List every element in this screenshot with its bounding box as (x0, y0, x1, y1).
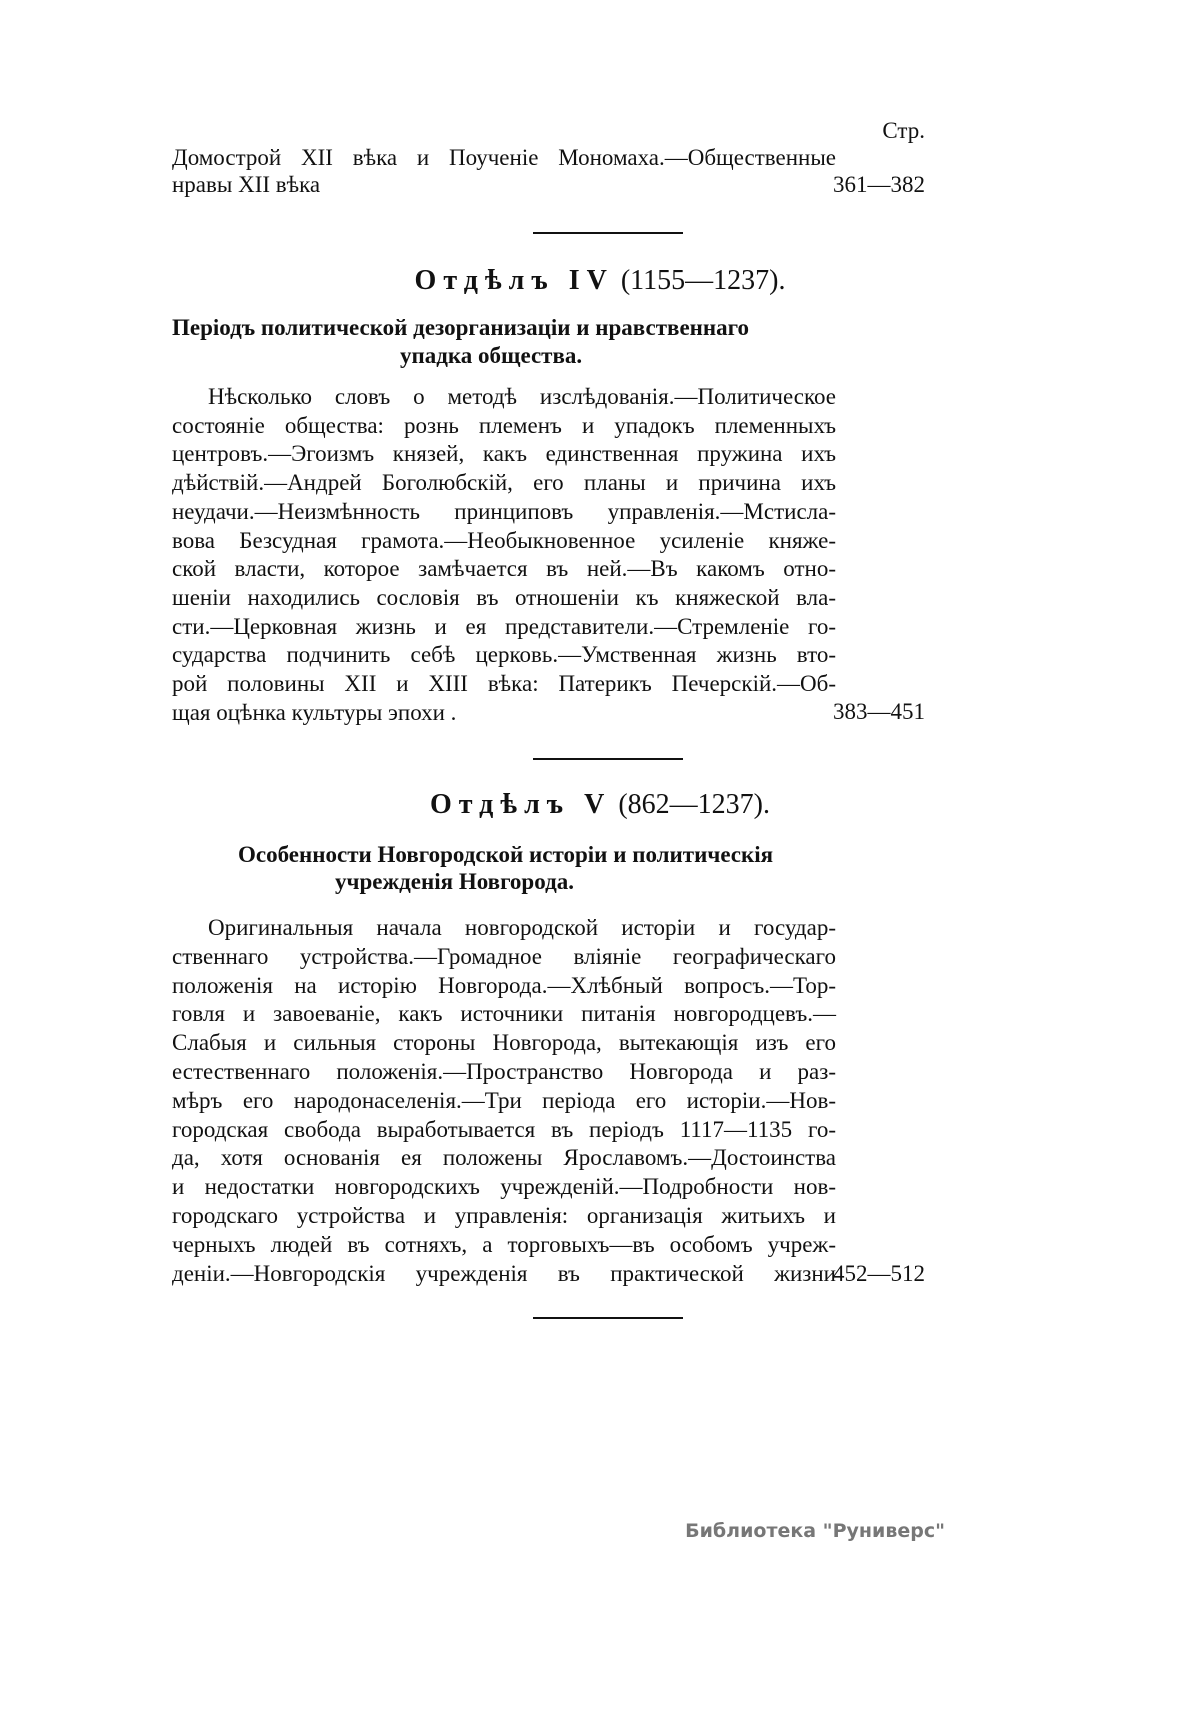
section-5-pages: 452—512 (833, 1261, 925, 1286)
section-5-subtitle-2: учрежденія Новгорода. (335, 869, 574, 894)
divider-rule (533, 1317, 683, 1319)
description-line: городская свобода выработывается въ періодъ 1117—1135 го- (172, 1116, 836, 1142)
description-line: ской власти, которое замѣчается въ ней.—Въ какомъ отно- (172, 556, 836, 582)
section-5-description (172, 915, 836, 1295)
description-line: городскаго устройства и управленія: организація житьихъ и (172, 1203, 836, 1228)
description-line: и недостатки новгородскихъ учрежденій.—Подробности нов- (172, 1174, 836, 1200)
description-line: мѣръ его народонаселенія.—Три періода его исторіи.—Нов- (172, 1087, 836, 1113)
library-watermark: Библиотека "Руниверс" (685, 1520, 945, 1542)
section-4-subtitle-1: Періодъ политической дезорганизаціи и нравственнаго (172, 315, 750, 340)
section-5-subtitle-1: Особенности Новгородской исторіи и политическія (238, 842, 774, 867)
section-5-label: Отдѣлъ V (429, 789, 612, 820)
toc-entry-domostroi (172, 145, 836, 205)
description-line: состояніе общества: рознь племенъ и упадокъ племенныхъ (172, 412, 836, 438)
description-line: ственнаго устройства.—Громадное вліяніе географическаго (172, 943, 836, 969)
description-line: говля и завоеваніе, какъ источники питанія новгородцевъ.— (172, 1001, 836, 1027)
description-line: сударства подчинить себѣ церковь.—Умственная жизнь вто- (172, 642, 836, 668)
description-line: Оригинальныя начала новгородской исторіи и государ- (208, 915, 836, 940)
description-line: Нѣсколько словъ о методѣ изслѣдованія.—Политическое (208, 384, 836, 409)
description-line: нравы XII вѣка (172, 172, 321, 197)
description-line: центровъ.—Эгоизмъ князей, какъ единственная пружина ихъ (172, 441, 836, 467)
description-line: сти.—Церковная жизнь и ея представители.—Стремленіе го- (172, 613, 836, 639)
divider-rule (533, 758, 683, 760)
description-line: неудачи.—Неизмѣнность принциповъ управленія.—Мстисла- (172, 498, 836, 524)
section-4-years: (1155—1237). (620, 265, 786, 296)
description-line: шеніи находились сословія въ отношеніи къ княжеской вла- (172, 584, 836, 610)
section-5-years: (862—1237). (618, 789, 771, 820)
description-line: рой половины XII и XIII вѣка: Патерикъ Печерскій.—Об- (172, 671, 836, 696)
description-line: положенія на исторію Новгорода.—Хлѣбный вопросъ.—Тор- (172, 972, 836, 998)
section-4-pages: 383—451 (833, 699, 925, 724)
description-line: Домострой XII вѣка и Поученіе Мономаха.—Общественные (172, 145, 836, 170)
toc-pages-domostroi: 361—382 (833, 172, 925, 197)
description-line: Слабыя и сильныя стороны Новгорода, вытекающія изъ его (172, 1030, 836, 1056)
description-line: да, хотя основанія ея положены Ярославомъ.—Достоинства (172, 1145, 836, 1171)
section-5-heading (0, 789, 1200, 821)
description-line: дѣйствій.—Андрей Боголюбскій, его планы и причина ихъ (172, 470, 836, 496)
section-4-heading (0, 265, 1200, 297)
page-column-label: Стр. (882, 118, 925, 143)
section-4-subtitle-2: упадка общества. (400, 343, 583, 368)
description-line: щая оцѣнка культуры эпохи . (172, 699, 457, 725)
section-4-label: Отдѣлъ IV (414, 265, 614, 296)
description-line: естественнаго положенія.—Пространство Новгорода и раз- (172, 1059, 836, 1084)
section-4-description (172, 384, 836, 734)
description-line: вова Безсудная грамота.—Необыкновенное усиленіе княже- (172, 527, 836, 553)
divider-rule (533, 232, 683, 234)
description-line: черныхъ людей въ сотняхъ, а торговыхъ—въ особомъ учреж- (172, 1231, 836, 1257)
description-line: деніи.—Новгородскія учрежденія въ практической жизни (172, 1260, 836, 1286)
